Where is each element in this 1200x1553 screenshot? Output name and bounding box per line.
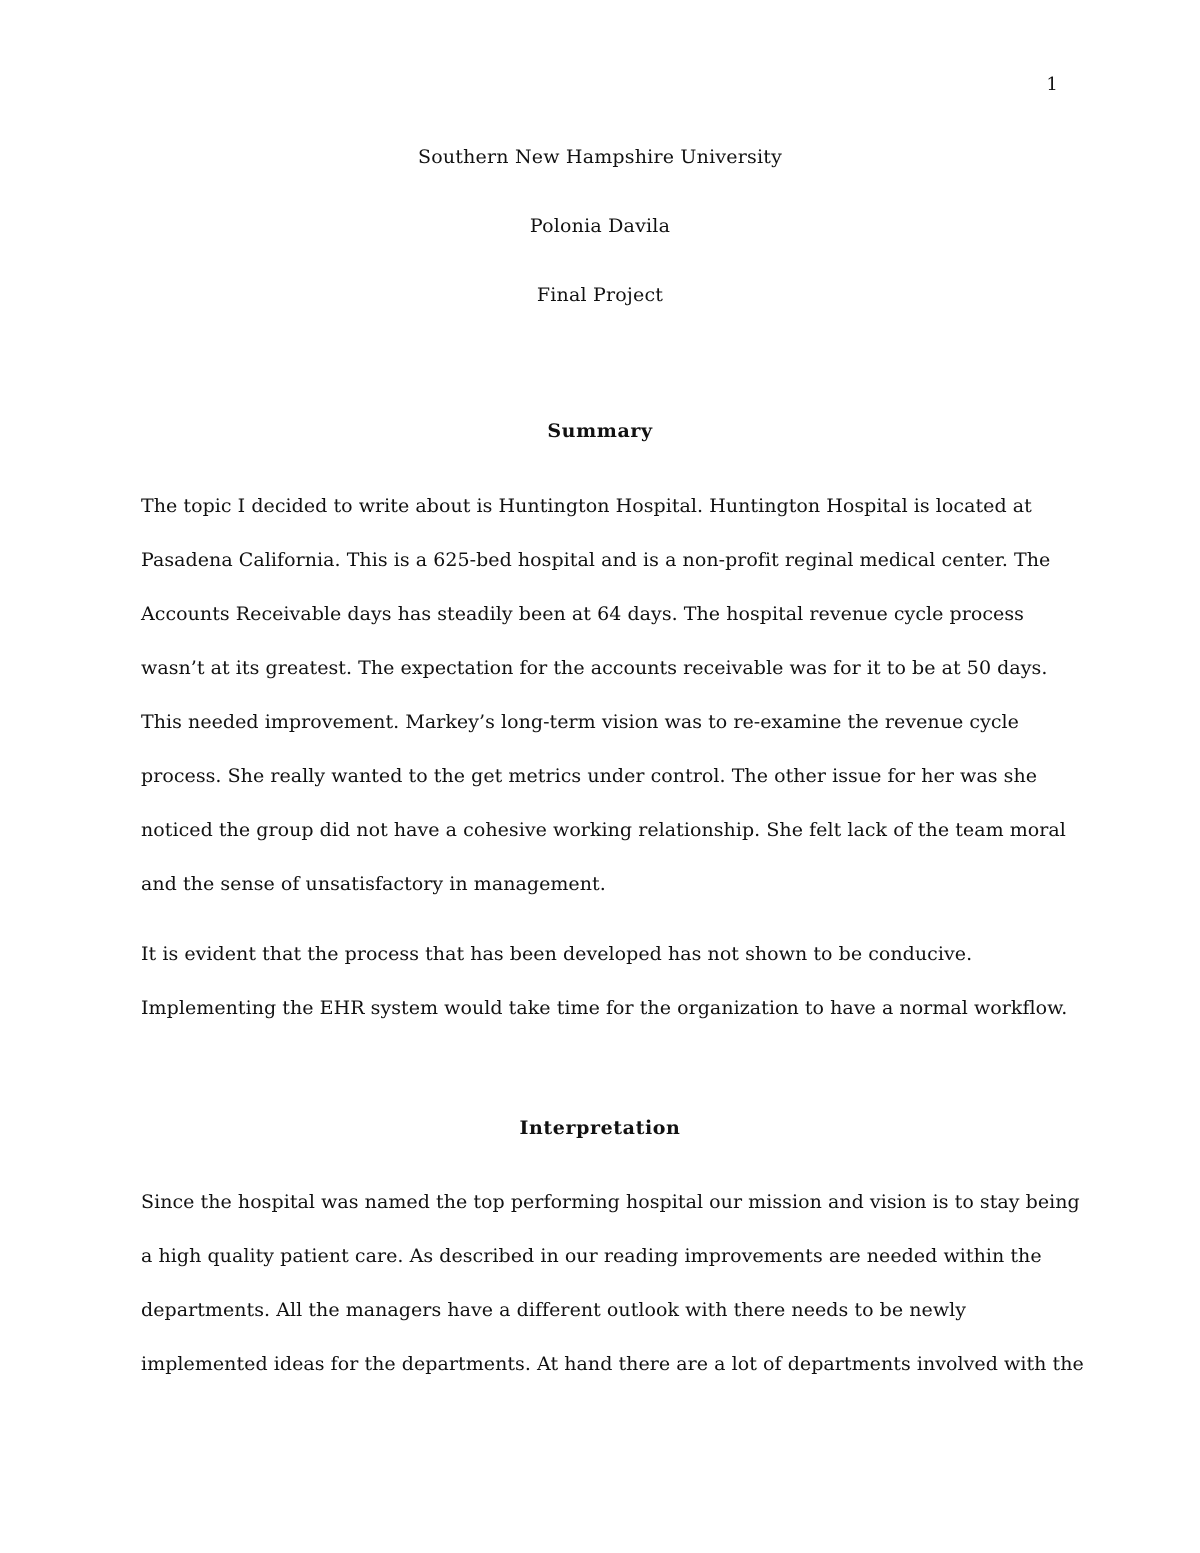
text-line: Implementing the EHR system would take time for the organization to have a normal workflow. <box>141 997 1068 1019</box>
text-line: Accounts Receivable days has steadily been at 64 days. The hospital revenue cycle process <box>141 603 1024 625</box>
text-line: This needed improvement. Markey’s long-term vision was to re-examine the revenue cycle <box>141 711 1019 733</box>
summary-heading: Summary <box>547 420 653 442</box>
text-line: The topic I decided to write about is Huntington Hospital. Huntington Hospital is located at <box>141 495 1032 517</box>
summary-paragraph-2 <box>141 927 1068 1035</box>
assignment-title: Final Project <box>536 284 664 306</box>
page-number: 1 <box>1046 74 1058 95</box>
text-line: departments. All the managers have a different outlook with there needs to be newly <box>141 1299 967 1321</box>
text-line: a high quality patient care. As described in our reading improvements are needed within the <box>141 1245 1042 1267</box>
institution-name: Southern New Hampshire University <box>417 146 783 168</box>
text-line: It is evident that the process that has been developed has not shown to be conducive. <box>141 943 973 965</box>
interpretation-paragraph-1 <box>141 1175 1084 1391</box>
text-line: and the sense of unsatisfactory in management. <box>141 873 606 895</box>
text-line: implemented ideas for the departments. At hand there are a lot of departments involved with the <box>141 1353 1084 1375</box>
text-line: noticed the group did not have a cohesive working relationship. She felt lack of the team moral <box>141 819 1066 841</box>
text-line: Pasadena California. This is a 625-bed hospital and is a non-profit reginal medical center. The <box>141 549 1051 571</box>
interpretation-heading: Interpretation <box>519 1117 681 1139</box>
text-line: process. She really wanted to the get metrics under control. The other issue for her was she <box>141 765 1038 787</box>
title-block <box>0 140 1200 347</box>
text-line: Since the hospital was named the top performing hospital our mission and vision is to stay being <box>141 1191 1080 1213</box>
author-name: Polonia Davila <box>529 215 671 237</box>
summary-paragraph-1 <box>141 479 1066 911</box>
text-line: wasn’t at its greatest. The expectation for the accounts receivable was for it to be at 50 days. <box>141 657 1048 679</box>
